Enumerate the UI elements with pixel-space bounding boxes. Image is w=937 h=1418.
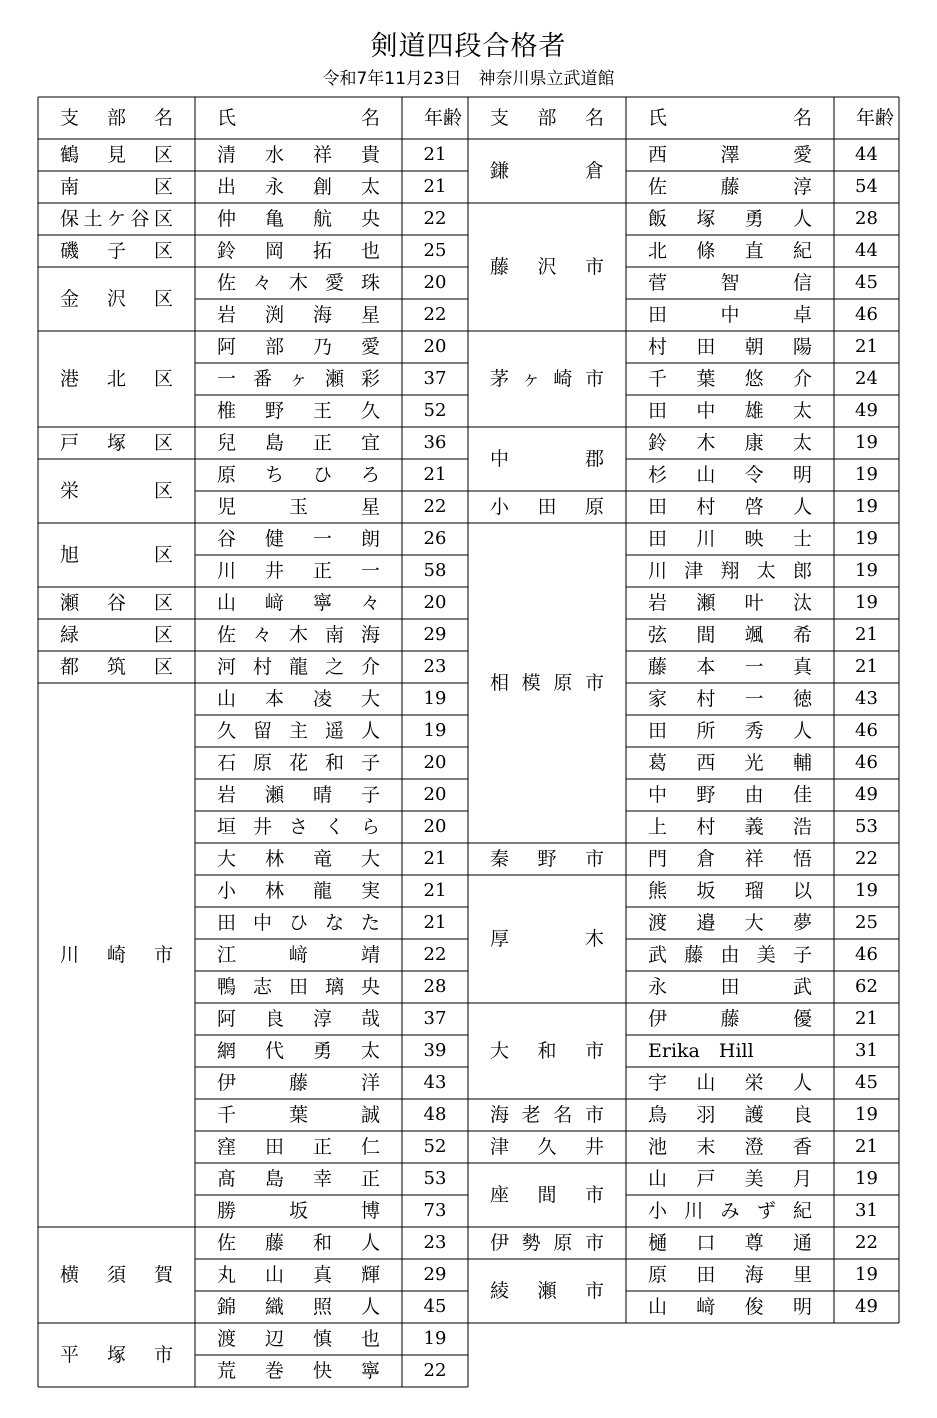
left-member-name: 渡 辺 慎 也 bbox=[217, 1327, 380, 1350]
right-member-name: 川 津 翔 太 郎 bbox=[648, 559, 812, 582]
left-member-age: 21 bbox=[423, 144, 447, 165]
right-member-age: 46 bbox=[855, 304, 878, 325]
left-member-age: 73 bbox=[423, 1200, 447, 1221]
right-member-name: 北 條 直 紀 bbox=[648, 239, 812, 262]
right-branch-name: 相 模 原 市 bbox=[490, 671, 604, 694]
right-branch-name: 小 田 原 bbox=[490, 495, 604, 518]
left-member-name: 山 本 凌 大 bbox=[217, 687, 380, 710]
left-member-age: 53 bbox=[423, 1168, 447, 1189]
right-branch-name: 秦 野 市 bbox=[490, 847, 604, 870]
left-branch-name: 瀬 谷 区 bbox=[60, 591, 173, 614]
right-branch-name: 中 郡 bbox=[490, 447, 604, 470]
left-branch-name: 横 須 賀 bbox=[60, 1263, 173, 1286]
right-member-name: 家 村 一 徳 bbox=[648, 687, 812, 710]
left-member-age: 20 bbox=[423, 592, 447, 613]
right-member-age: 19 bbox=[855, 1264, 878, 1285]
right-member-age: 19 bbox=[855, 432, 878, 453]
right-member-age: 21 bbox=[855, 336, 878, 357]
right-member-name: 田 村 啓 人 bbox=[648, 495, 812, 518]
right-branch-name: 伊 勢 原 市 bbox=[490, 1231, 604, 1254]
right-member-age: 45 bbox=[855, 1072, 878, 1093]
right-member-name: 原 田 海 里 bbox=[648, 1263, 812, 1286]
left-member-age: 21 bbox=[423, 880, 447, 901]
right-member-age: 54 bbox=[855, 176, 878, 197]
left-member-age: 23 bbox=[423, 656, 447, 677]
right-member-age: 31 bbox=[855, 1040, 878, 1061]
right-member-name: 佐 藤 淳 bbox=[648, 175, 812, 198]
left-member-age: 21 bbox=[423, 464, 447, 485]
right-member-name: 武 藤 由 美 子 bbox=[648, 943, 812, 966]
right-member-name: 樋 口 尊 通 bbox=[648, 1231, 812, 1254]
right-member-age: 44 bbox=[855, 240, 878, 261]
left-member-age: 45 bbox=[423, 1296, 447, 1317]
right-member-age: 19 bbox=[855, 1168, 878, 1189]
left-member-age: 37 bbox=[423, 1008, 447, 1029]
left-member-name: 伊 藤 洋 bbox=[217, 1071, 380, 1094]
left-member-name: 佐 々 木 愛 珠 bbox=[217, 271, 380, 294]
left-member-name: 田 中 ひ な た bbox=[217, 911, 380, 934]
right-member-name: 熊 坂 瑠 以 bbox=[648, 879, 812, 902]
left-member-name: 久 留 主 遥 人 bbox=[217, 719, 380, 742]
left-member-name: 仲 亀 航 央 bbox=[217, 207, 380, 230]
left-member-name: 江 﨑 靖 bbox=[217, 943, 380, 966]
right-member-age: 24 bbox=[855, 368, 878, 389]
left-member-age: 37 bbox=[423, 368, 447, 389]
left-member-age: 28 bbox=[423, 976, 447, 997]
left-branch-name: 旭 区 bbox=[60, 543, 173, 566]
right-member-age: 21 bbox=[855, 1008, 878, 1029]
right-member-age: 21 bbox=[855, 1136, 878, 1157]
left-member-name: 兒 島 正 宜 bbox=[217, 431, 380, 454]
left-branch-name: 平 塚 市 bbox=[60, 1343, 173, 1366]
left-branch-name: 金 沢 区 bbox=[60, 287, 173, 310]
right-member-name: 飯 塚 勇 人 bbox=[648, 207, 812, 230]
left-member-age: 23 bbox=[423, 1232, 447, 1253]
left-member-age: 21 bbox=[423, 912, 447, 933]
left-member-name: 丸 山 真 輝 bbox=[217, 1263, 380, 1286]
left-member-name: 千 葉 誠 bbox=[217, 1103, 380, 1126]
left-member-name: 鴨 志 田 璃 央 bbox=[217, 975, 380, 998]
page-title: 剣道四段合格者 bbox=[370, 31, 567, 62]
right-branch-name: 座 間 市 bbox=[490, 1183, 604, 1206]
left-member-name: 清 水 祥 貴 bbox=[217, 143, 380, 166]
left-member-age: 20 bbox=[423, 336, 447, 357]
right-member-name: 永 田 武 bbox=[648, 975, 812, 998]
left-member-age: 29 bbox=[423, 1264, 447, 1285]
right-member-age: 43 bbox=[855, 688, 878, 709]
right-member-name: 山 﨑 俊 明 bbox=[648, 1295, 812, 1318]
left-member-name: 網 代 勇 太 bbox=[217, 1039, 380, 1062]
left-member-age: 29 bbox=[423, 624, 447, 645]
right-branch-name: 鎌 倉 bbox=[490, 159, 604, 182]
left-member-name: 髙 島 幸 正 bbox=[217, 1167, 380, 1190]
left-member-name: 鈴 岡 拓 也 bbox=[217, 239, 380, 262]
right-member-age: 49 bbox=[855, 400, 878, 421]
left-member-age: 22 bbox=[423, 496, 447, 517]
left-member-age: 22 bbox=[423, 944, 447, 965]
right-member-age: 28 bbox=[855, 208, 878, 229]
right-member-age: 19 bbox=[855, 1104, 878, 1125]
left-member-name: 錦 織 照 人 bbox=[217, 1295, 380, 1318]
right-member-age: 46 bbox=[855, 944, 878, 965]
right-member-name: 小 川 み ず 紀 bbox=[648, 1199, 812, 1222]
left-member-name: 勝 坂 博 bbox=[217, 1199, 380, 1222]
right-member-name: 菅 智 信 bbox=[648, 271, 812, 294]
left-member-age: 58 bbox=[423, 560, 447, 581]
right-member-age: 31 bbox=[855, 1200, 878, 1221]
page-subtitle: 令和7年11月23日 神奈川県立武道館 bbox=[322, 69, 615, 89]
column-header: 支 部 名 bbox=[60, 106, 173, 129]
left-member-name: 垣 井 さ く ら bbox=[217, 815, 380, 838]
left-member-age: 22 bbox=[423, 1360, 447, 1381]
left-member-name: 阿 部 乃 愛 bbox=[217, 335, 380, 358]
right-member-age: 62 bbox=[855, 976, 878, 997]
right-member-age: 19 bbox=[855, 496, 878, 517]
left-member-age: 48 bbox=[423, 1104, 447, 1125]
left-member-name: 河 村 龍 之 介 bbox=[217, 655, 380, 678]
left-member-age: 22 bbox=[423, 304, 447, 325]
left-member-age: 21 bbox=[423, 848, 447, 869]
right-member-name: 中 野 由 佳 bbox=[648, 783, 812, 806]
right-member-age: 49 bbox=[855, 1296, 878, 1317]
right-member-name: 千 葉 悠 介 bbox=[648, 367, 812, 390]
right-branch-name: 大 和 市 bbox=[490, 1039, 604, 1062]
left-member-name: 谷 健 一 朗 bbox=[217, 527, 380, 550]
left-member-age: 43 bbox=[423, 1072, 447, 1093]
left-member-name: 阿 良 淳 哉 bbox=[217, 1007, 380, 1030]
left-member-age: 22 bbox=[423, 208, 447, 229]
left-member-age: 25 bbox=[423, 240, 447, 261]
left-member-age: 19 bbox=[423, 720, 447, 741]
left-member-age: 19 bbox=[423, 1328, 447, 1349]
right-member-name: 山 戸 美 月 bbox=[648, 1167, 812, 1190]
column-header: 氏 名 bbox=[217, 106, 380, 129]
left-member-age: 36 bbox=[423, 432, 447, 453]
left-member-name: 出 永 創 太 bbox=[217, 175, 380, 198]
left-member-name: 原 ち ひ ろ bbox=[217, 463, 380, 486]
right-member-age: 49 bbox=[855, 784, 878, 805]
right-branch-name: 海 老 名 市 bbox=[490, 1103, 604, 1126]
left-member-age: 52 bbox=[423, 1136, 447, 1157]
right-member-age: 25 bbox=[855, 912, 878, 933]
left-branch-name: 港 北 区 bbox=[60, 367, 173, 390]
left-member-name: 佐 々 木 南 海 bbox=[217, 623, 380, 646]
left-member-name: 山 﨑 寧 々 bbox=[217, 591, 380, 614]
left-member-name: 椎 野 王 久 bbox=[217, 399, 380, 422]
left-member-age: 19 bbox=[423, 688, 447, 709]
left-branch-name: 緑 区 bbox=[60, 623, 173, 646]
right-member-name: 西 澤 愛 bbox=[648, 143, 812, 166]
left-member-name: 児 玉 星 bbox=[217, 495, 380, 518]
right-member-age: 53 bbox=[855, 816, 878, 837]
right-member-name: 田 所 秀 人 bbox=[648, 719, 812, 742]
left-member-age: 21 bbox=[423, 176, 447, 197]
right-branch-name: 津 久 井 bbox=[490, 1135, 604, 1158]
right-member-name: Erika Hill bbox=[648, 1039, 754, 1062]
right-member-age: 19 bbox=[855, 880, 878, 901]
column-header: 支 部 名 bbox=[490, 106, 604, 129]
right-member-name: 池 末 澄 香 bbox=[648, 1135, 812, 1158]
right-member-age: 19 bbox=[855, 464, 878, 485]
left-member-name: 石 原 花 和 子 bbox=[217, 751, 380, 774]
right-member-name: 門 倉 祥 悟 bbox=[648, 847, 812, 870]
right-member-name: 宇 山 栄 人 bbox=[648, 1071, 812, 1094]
column-header: 氏 名 bbox=[648, 106, 812, 129]
left-member-age: 39 bbox=[423, 1040, 447, 1061]
right-member-age: 21 bbox=[855, 624, 878, 645]
left-member-age: 26 bbox=[423, 528, 447, 549]
right-member-age: 19 bbox=[855, 560, 878, 581]
right-member-age: 22 bbox=[855, 848, 878, 869]
column-header: 年 齢 bbox=[856, 106, 895, 129]
right-branch-name: 茅 ヶ 崎 市 bbox=[490, 367, 604, 390]
right-member-name: 村 田 朝 陽 bbox=[648, 335, 812, 358]
right-branch-name: 藤 沢 市 bbox=[490, 255, 604, 278]
right-member-name: 岩 瀬 叶 汰 bbox=[648, 591, 812, 614]
left-member-name: 岩 渕 海 星 bbox=[217, 303, 380, 326]
left-member-name: 一 番 ヶ 瀬 彩 bbox=[217, 367, 380, 390]
right-member-name: 弦 間 颯 希 bbox=[648, 623, 812, 646]
left-member-name: 小 林 龍 実 bbox=[217, 879, 380, 902]
right-branch-name: 厚 木 bbox=[490, 927, 604, 950]
right-member-name: 杉 山 令 明 bbox=[648, 463, 812, 486]
right-member-name: 鈴 木 康 太 bbox=[648, 431, 812, 454]
left-member-age: 20 bbox=[423, 752, 447, 773]
left-branch-name: 保 土 ケ 谷 区 bbox=[60, 207, 173, 230]
right-member-age: 19 bbox=[855, 592, 878, 613]
right-member-age: 21 bbox=[855, 656, 878, 677]
left-branch-name: 鶴 見 区 bbox=[60, 143, 173, 166]
left-member-age: 52 bbox=[423, 400, 447, 421]
left-member-name: 荒 巻 快 寧 bbox=[217, 1359, 380, 1382]
left-member-name: 大 林 竜 大 bbox=[217, 847, 380, 870]
left-member-age: 20 bbox=[423, 272, 447, 293]
right-member-name: 伊 藤 優 bbox=[648, 1007, 812, 1030]
right-member-name: 渡 邉 大 夢 bbox=[648, 911, 812, 934]
right-member-age: 19 bbox=[855, 528, 878, 549]
left-member-name: 岩 瀬 晴 子 bbox=[217, 783, 380, 806]
right-member-age: 22 bbox=[855, 1232, 878, 1253]
right-member-name: 鳥 羽 護 良 bbox=[648, 1103, 812, 1126]
left-member-age: 20 bbox=[423, 784, 447, 805]
column-header: 年 齢 bbox=[424, 106, 463, 129]
right-member-age: 44 bbox=[855, 144, 878, 165]
left-branch-name: 栄 区 bbox=[60, 479, 173, 502]
right-member-name: 田 川 映 士 bbox=[648, 527, 812, 550]
left-branch-name: 南 区 bbox=[60, 175, 173, 198]
right-member-age: 46 bbox=[855, 720, 878, 741]
right-member-name: 上 村 義 浩 bbox=[648, 815, 812, 838]
right-member-name: 葛 西 光 輔 bbox=[648, 751, 812, 774]
right-member-age: 46 bbox=[855, 752, 878, 773]
right-member-age: 45 bbox=[855, 272, 878, 293]
right-member-name: 田 中 雄 太 bbox=[648, 399, 812, 422]
left-branch-name: 戸 塚 区 bbox=[60, 431, 173, 454]
left-branch-name: 磯 子 区 bbox=[60, 239, 173, 262]
left-branch-name: 都 筑 区 bbox=[60, 655, 173, 678]
right-branch-name: 綾 瀬 市 bbox=[490, 1279, 604, 1302]
left-branch-name: 川 崎 市 bbox=[60, 943, 173, 966]
left-member-name: 窪 田 正 仁 bbox=[217, 1135, 380, 1158]
right-member-name: 藤 本 一 真 bbox=[648, 655, 812, 678]
left-member-name: 佐 藤 和 人 bbox=[217, 1231, 380, 1254]
left-member-age: 20 bbox=[423, 816, 447, 837]
right-member-name: 田 中 卓 bbox=[648, 303, 812, 326]
left-member-name: 川 井 正 一 bbox=[217, 559, 380, 582]
